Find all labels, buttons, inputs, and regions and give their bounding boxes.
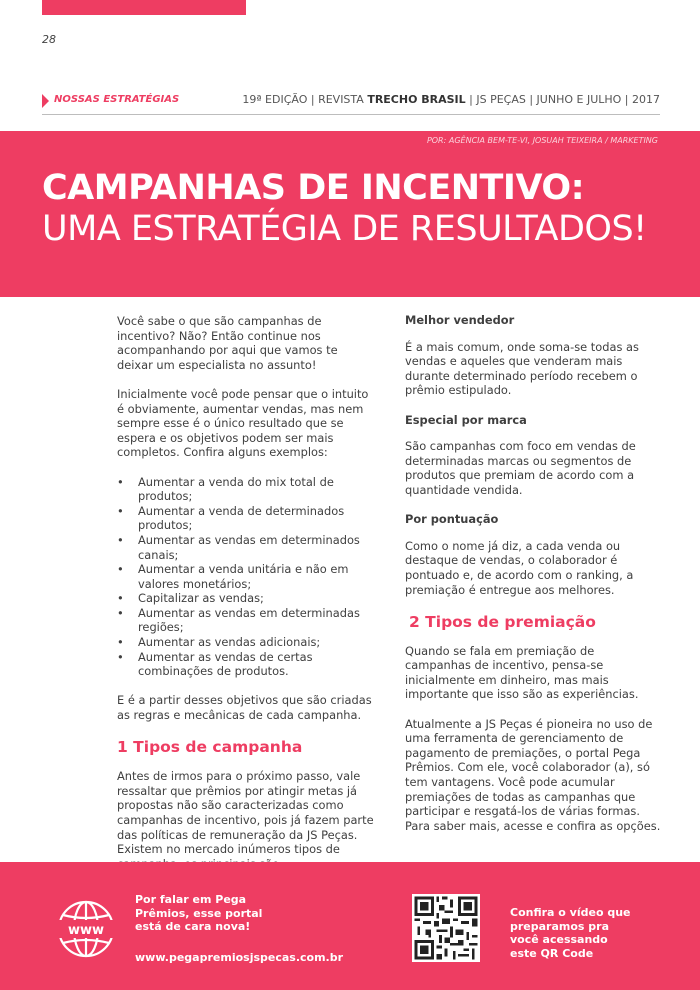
right-column bbox=[405, 313, 662, 833]
list-item: • Aumentar a venda unitária e não em valores monetários; bbox=[117, 562, 374, 591]
section-header bbox=[42, 93, 660, 111]
byline: POR: AGÊNCIA BEM-TE-VI, JOSUAH TEIXEIRA / MARKETING bbox=[426, 136, 658, 145]
paragraph-especial-marca: São campanhas com foco em vendas de determinadas marcas ou segmentos de produtos que premiam de acordo com a quantidade vendida. bbox=[405, 439, 636, 497]
globe-label: www bbox=[67, 923, 105, 938]
edition-pre: 19ª EDIÇÃO | REVISTA bbox=[242, 93, 368, 106]
paragraph-rules: E é a partir desses objetivos que são criadas as regras e mecânicas de cada campanha. bbox=[117, 693, 372, 723]
left-column bbox=[117, 314, 374, 871]
edition-info bbox=[242, 93, 660, 106]
list-item: • Capitalizar as vendas; bbox=[117, 591, 374, 606]
paragraph-premiacao: Quando se fala em premiação de campanhas de incentivo, pensa-se inicialmente em dinheiro, mas mais importante que isso são as experiências. bbox=[405, 643, 639, 702]
globe-www-icon bbox=[56, 899, 116, 959]
title-line-2: UMA ESTRATÉGIA DE RESULTADOS! bbox=[42, 209, 647, 249]
footer-qr-text: Confira o vídeo que preparamos pra você acessando este QR Code bbox=[510, 906, 631, 960]
top-accent-bar bbox=[42, 0, 246, 15]
objectives-list bbox=[117, 475, 374, 679]
section-label: NOSSAS ESTRATÉGIAS bbox=[54, 94, 180, 105]
list-item: • Aumentar as vendas adicionais; bbox=[117, 635, 374, 650]
arrow-right-icon bbox=[42, 94, 49, 108]
edition-post: | JS PEÇAS | JUNHO E JULHO | 2017 bbox=[465, 93, 660, 106]
paragraph-pega-premios: Atualmente a JS Peças é pioneira no uso de uma ferramenta de gerenciamento de pagamento de premiações, o portal Pega Prêmios. Com ele, você colaborador (a), só tem vantagens. Você pode acumular premiações de todas as campanhas que participar e resgatá-los de várias formas. Para saber mais, acesse e confira as opções. bbox=[405, 716, 661, 833]
subheading-pontuacao: Por pontuação bbox=[405, 512, 499, 527]
list-item: • Aumentar as vendas de certas combinações de produtos. bbox=[117, 650, 374, 679]
title-line-1: CAMPANHAS DE INCENTIVO: bbox=[42, 168, 585, 208]
hero-banner bbox=[0, 131, 700, 297]
paragraph-pontuacao: Como o nome já diz, a cada venda ou destaque de vendas, o colaborador é pontuado e, de acordo com o ranking, a premiação é entregue aos melhores. bbox=[405, 538, 634, 597]
intro-paragraph: Você sabe o que são campanhas de incentivo? Não? Então continue nos acompanhando por aqui que vamos te deixar um especialista no assunto! bbox=[117, 314, 338, 372]
list-item: • Aumentar as vendas em determinados canais; bbox=[117, 533, 374, 562]
section-divider bbox=[42, 114, 660, 115]
list-item: • Aumentar a venda de determinados produtos; bbox=[117, 504, 374, 533]
paragraph-melhor-vendedor: É a mais comum, onde soma-se todas as vendas e aqueles que venderam mais durante determinado período recebem o prêmio estipulado. bbox=[405, 339, 639, 398]
paragraph-campaign-types: Antes de irmos para o próximo passo, vale ressaltar que prêmios por atingir metas já propostas não são caracterizadas como campanhas de incentivo, pois já fazem parte das políticas de remuneração da JS Peças. Existem no mercado inúmeros tipos de bbox=[117, 769, 374, 857]
list-item: • Aumentar as vendas em determinadas regiões; bbox=[117, 606, 374, 635]
footer-portal-text: Por falar em Pega Prêmios, esse portal está de cara nova! bbox=[135, 893, 263, 933]
list-item: • Aumentar a venda do mix total de produtos; bbox=[117, 475, 374, 504]
heading-tipos-premiacao: 2 Tipos de premiação bbox=[409, 612, 596, 631]
footer-banner bbox=[0, 862, 700, 990]
paragraph-objectives: Inicialmente você pode pensar que o intuito é obviamente, aumentar vendas, mas nem sempre esse é o único resultado que se espera e os objetivos podem ser mais completos. Confira alguns exemplos: bbox=[117, 386, 369, 460]
subheading-especial-marca: Especial por marca bbox=[405, 412, 527, 427]
heading-tipos-campanha: 1 Tipos de campanha bbox=[117, 738, 303, 757]
portal-url-link[interactable]: www.pegapremiosjspecas.com.br bbox=[135, 951, 344, 964]
magazine-name: TRECHO BRASIL bbox=[367, 93, 466, 106]
qr-code-icon[interactable] bbox=[412, 894, 480, 962]
subheading-melhor-vendedor: Melhor vendedor bbox=[405, 313, 515, 327]
page-number: 28 bbox=[42, 33, 56, 46]
